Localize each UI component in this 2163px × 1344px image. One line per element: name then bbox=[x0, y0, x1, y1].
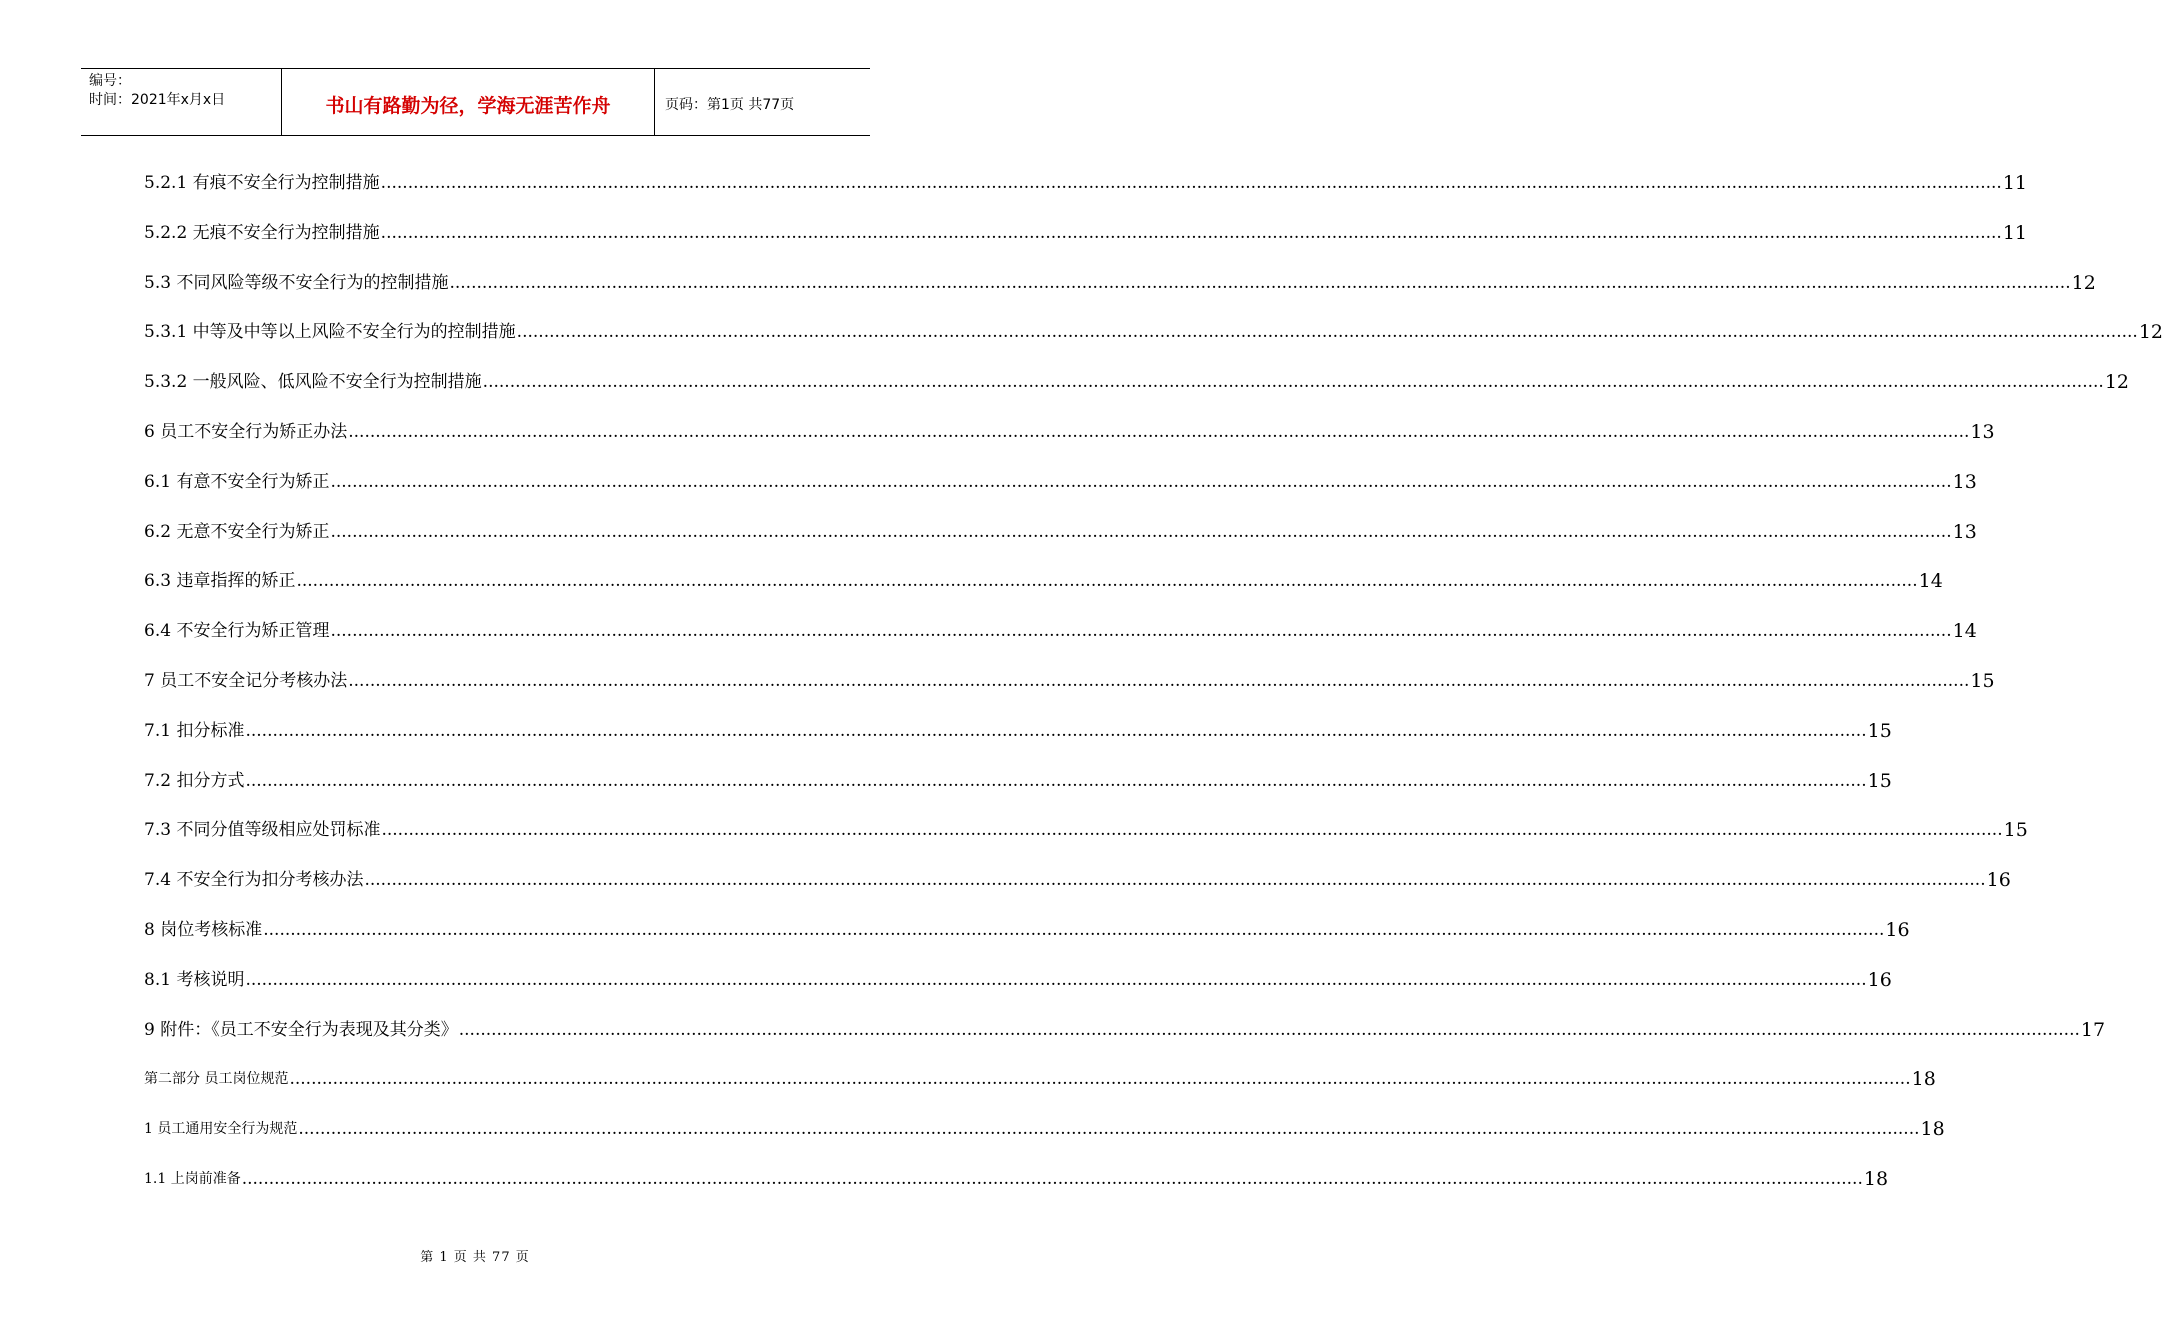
toc-entry-title: 1.1 上岗前准备 bbox=[144, 1171, 241, 1187]
header-motto: 书山有路勤为径，学海无涯苦作舟 bbox=[282, 69, 655, 135]
toc-entry[interactable] bbox=[144, 270, 2096, 296]
toc-entry[interactable] bbox=[144, 519, 1977, 545]
toc-entry[interactable] bbox=[144, 469, 1977, 495]
toc-entry-title: 7.2 扣分方式 bbox=[144, 770, 245, 791]
toc-entry-leader: ............................................................................................................................................................................................................................................................................................................ bbox=[482, 372, 2104, 393]
toc-entry[interactable] bbox=[144, 768, 1892, 794]
toc-entry-page: 12 bbox=[2071, 271, 2096, 294]
toc-entry[interactable] bbox=[144, 419, 1995, 445]
toc-entry-title: 9 附件：《员工不安全行为表现及其分类》 bbox=[144, 1019, 458, 1040]
toc-entry-title: 5.3.2 一般风险、低风险不安全行为控制措施 bbox=[144, 372, 482, 393]
toc-entry-page: 17 bbox=[2080, 1018, 2106, 1041]
toc-entry-page: 18 bbox=[1920, 1118, 1945, 1141]
toc-entry-title: 6.2 无意不安全行为矫正 bbox=[144, 521, 330, 542]
toc-entry-leader: ............................................................................................................................................................................................................................................................................................................ bbox=[289, 1069, 1911, 1090]
toc-entry[interactable] bbox=[144, 718, 1892, 744]
toc-entry-page: 13 bbox=[1952, 470, 1977, 493]
document-time-label: 时间：2021年x月x日 bbox=[89, 92, 226, 108]
toc-entry-page: 13 bbox=[1952, 520, 1977, 543]
toc-entry[interactable] bbox=[144, 1017, 2106, 1043]
page-header bbox=[81, 68, 870, 136]
header-page-info: 页码：第1页 共77页 bbox=[665, 97, 795, 113]
toc-entry[interactable] bbox=[144, 867, 2011, 893]
toc-entry[interactable] bbox=[144, 369, 2130, 395]
toc-entry-title: 6 员工不安全行为矫正办法 bbox=[144, 422, 348, 442]
toc-entry[interactable] bbox=[144, 817, 2028, 843]
toc-entry-leader: ............................................................................................................................................................................................................................................................................................................ bbox=[330, 471, 1952, 492]
toc-entry-title: 6.4 不安全行为矫正管理 bbox=[144, 621, 330, 642]
toc-entry-page: 18 bbox=[1911, 1068, 1936, 1091]
toc-entry-title: 第二部分 员工岗位规范 bbox=[144, 1071, 289, 1088]
toc-entry[interactable] bbox=[144, 1116, 1945, 1142]
toc-entry-title: 6.1 有意不安全行为矫正 bbox=[144, 471, 330, 492]
toc-entry-title: 5.3.1 中等及中等以上风险不安全行为的控制措施 bbox=[144, 322, 516, 343]
toc-entry-leader: ............................................................................................................................................................................................................................................................................................................ bbox=[364, 870, 1986, 891]
toc-entry-leader: ............................................................................................................................................................................................................................................................................................................ bbox=[449, 272, 2071, 293]
toc-entry-leader: ............................................................................................................................................................................................................................................................................................................ bbox=[298, 1119, 1920, 1140]
toc-entry-leader: ............................................................................................................................................................................................................................................................................................................ bbox=[263, 920, 1885, 940]
toc-entry-page: 15 bbox=[1867, 769, 1892, 792]
toc-entry-title: 7 员工不安全记分考核办法 bbox=[144, 671, 348, 691]
toc-entry-page: 11 bbox=[2002, 172, 2028, 194]
toc-entry[interactable] bbox=[144, 668, 1995, 694]
toc-entry-leader: ............................................................................................................................................................................................................................................................................................................ bbox=[458, 1019, 2080, 1040]
toc-entry[interactable] bbox=[144, 220, 2028, 246]
toc-entry-page: 14 bbox=[1952, 620, 1977, 643]
toc-entry[interactable] bbox=[144, 319, 2163, 345]
toc-entry[interactable] bbox=[144, 618, 1977, 644]
toc-entry-title: 5.3 不同风险等级不安全行为的控制措施 bbox=[144, 272, 449, 293]
toc-entry-page: 16 bbox=[1867, 968, 1892, 991]
toc-entry-leader: ............................................................................................................................................................................................................................................................................................................ bbox=[330, 621, 1952, 642]
toc-entry-title: 7.1 扣分标准 bbox=[144, 720, 245, 741]
header-meta bbox=[81, 69, 282, 135]
toc-entry[interactable] bbox=[144, 1066, 1936, 1092]
toc-entry-page: 16 bbox=[1986, 869, 2011, 892]
toc-entry-leader: ............................................................................................................................................................................................................................................................................................................ bbox=[381, 820, 2003, 841]
toc-entry-leader: ............................................................................................................................................................................................................................................................................................................ bbox=[380, 173, 2002, 193]
toc-entry-leader: ............................................................................................................................................................................................................................................................................................................ bbox=[380, 222, 2002, 243]
toc-entry-page: 11 bbox=[2002, 221, 2028, 244]
toc-entry-page: 18 bbox=[1863, 1168, 1889, 1190]
toc-entry-leader: ............................................................................................................................................................................................................................................................................................................ bbox=[330, 521, 1952, 542]
toc-entry[interactable] bbox=[144, 917, 1910, 943]
toc-entry[interactable] bbox=[144, 967, 1892, 993]
page-footer: 第 1 页 共 77 页 bbox=[420, 1250, 530, 1265]
toc-entry-leader: ............................................................................................................................................................................................................................................................................................................ bbox=[296, 571, 1918, 592]
toc-entry-title: 7.3 不同分值等级相应处罚标准 bbox=[144, 820, 381, 841]
toc-entry[interactable] bbox=[144, 1166, 1889, 1192]
toc-entry-title: 1 员工通用安全行为规范 bbox=[144, 1121, 298, 1138]
toc-entry-leader: ............................................................................................................................................................................................................................................................................................................ bbox=[348, 422, 1970, 442]
toc-entry-title: 8.1 考核说明 bbox=[144, 969, 245, 990]
toc-entry-leader: ............................................................................................................................................................................................................................................................................................................ bbox=[245, 720, 1867, 741]
toc-entry-page: 16 bbox=[1885, 919, 1910, 941]
toc-entry-page: 13 bbox=[1970, 421, 1995, 443]
toc-entry-leader: ............................................................................................................................................................................................................................................................................................................ bbox=[245, 770, 1867, 791]
toc-entry-title: 5.2.2 无痕不安全行为控制措施 bbox=[144, 222, 380, 243]
toc-entry-leader: ............................................................................................................................................................................................................................................................................................................ bbox=[516, 322, 2138, 343]
document-number-label: 编号： bbox=[89, 73, 131, 89]
toc-entry[interactable] bbox=[144, 568, 1943, 594]
toc-entry[interactable] bbox=[144, 170, 2028, 196]
toc-entry-page: 15 bbox=[1867, 719, 1892, 742]
toc-entry-page: 12 bbox=[2104, 371, 2130, 394]
toc-entry-title: 6.3 违章指挥的矫正 bbox=[144, 571, 296, 592]
toc-entry-page: 14 bbox=[1918, 570, 1943, 593]
toc-entry-title: 8 岗位考核标准 bbox=[144, 920, 263, 940]
toc-entry-page: 12 bbox=[2138, 321, 2163, 344]
toc-entry-leader: ............................................................................................................................................................................................................................................................................................................ bbox=[245, 969, 1867, 990]
toc-entry-leader: ............................................................................................................................................................................................................................................................................................................ bbox=[348, 671, 1970, 691]
toc-entry-title: 5.2.1 有痕不安全行为控制措施 bbox=[144, 173, 380, 193]
toc-entry-page: 15 bbox=[1970, 670, 1995, 692]
toc-entry-leader: ............................................................................................................................................................................................................................................................................................................ bbox=[241, 1169, 1863, 1189]
toc-entry-title: 7.4 不安全行为扣分考核办法 bbox=[144, 870, 364, 891]
toc-entry-page: 15 bbox=[2003, 819, 2028, 842]
